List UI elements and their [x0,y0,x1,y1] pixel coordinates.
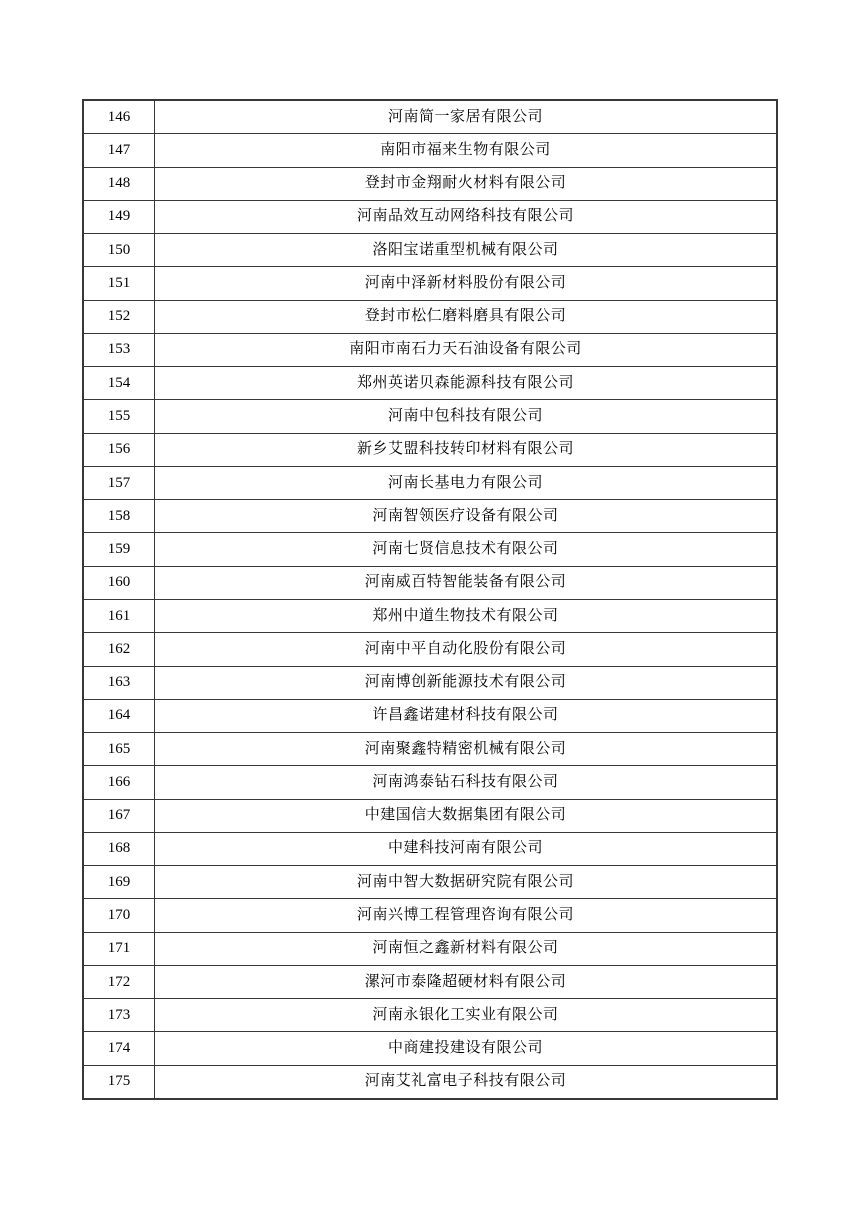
table-row [84,765,776,798]
table-row [84,599,776,632]
row-number-cell: 155 [84,400,155,432]
company-name-cell: 南阳市福来生物有限公司 [380,141,551,158]
table-row [84,832,776,865]
row-number-cell: 167 [84,800,155,832]
company-name-cell: 郑州中道生物技术有限公司 [372,607,559,624]
table-row [84,1065,776,1098]
row-number-cell: 150 [84,234,155,266]
company-name-cell: 河南恒之鑫新材料有限公司 [372,940,559,957]
row-number-cell: 160 [84,567,155,599]
table-row [84,666,776,699]
company-name-cell: 河南智领医疗设备有限公司 [372,507,559,524]
company-name-cell: 河南中平自动化股份有限公司 [364,640,567,657]
row-number-cell: 173 [84,999,155,1031]
table-row [84,532,776,565]
company-name-cell: 中建国信大数据集团有限公司 [364,807,567,824]
table-row [84,898,776,931]
company-name-cell: 河南威百特智能装备有限公司 [364,574,567,591]
table-row [84,799,776,832]
row-number-cell: 149 [84,201,155,233]
row-number-cell: 161 [84,600,155,632]
table-row [84,732,776,765]
row-number-cell: 151 [84,267,155,299]
company-name-cell: 新乡艾盟科技转印材料有限公司 [356,441,574,458]
company-name-cell: 河南博创新能源技术有限公司 [364,674,567,691]
company-name-cell: 中建科技河南有限公司 [387,840,543,857]
row-number-cell: 165 [84,733,155,765]
row-number-cell: 158 [84,500,155,532]
row-number-cell: 152 [84,301,155,333]
row-number-cell: 168 [84,833,155,865]
row-number-cell: 157 [84,467,155,499]
company-name-cell: 郑州英诺贝森能源科技有限公司 [356,374,574,391]
table-row [84,632,776,665]
table-row [84,233,776,266]
table-row [84,333,776,366]
row-number-cell: 164 [84,700,155,732]
table-row [84,133,776,166]
row-number-cell: 147 [84,134,155,166]
company-name-cell: 河南永银化工实业有限公司 [372,1006,559,1023]
table-row [84,433,776,466]
table-row [84,266,776,299]
row-number-cell: 169 [84,866,155,898]
row-number-cell: 148 [84,168,155,200]
table-row [84,699,776,732]
table-row [84,932,776,965]
row-number-cell: 146 [84,101,155,133]
company-name-cell: 洛阳宝诺重型机械有限公司 [372,241,559,258]
table-row [84,399,776,432]
row-number-cell: 156 [84,434,155,466]
company-name-cell: 河南兴博工程管理咨询有限公司 [356,907,574,923]
company-name-cell: 南阳市南石力天石油设备有限公司 [349,341,582,358]
row-number-cell: 171 [84,933,155,965]
row-number-cell: 162 [84,633,155,665]
table-row [84,965,776,998]
company-name-cell: 中商建投建设有限公司 [387,1040,543,1057]
table-row [84,499,776,532]
company-name-cell: 河南鸿泰钻石科技有限公司 [372,773,559,790]
table-row [84,566,776,599]
table-row [84,200,776,233]
table-row [84,466,776,499]
row-number-cell: 166 [84,766,155,798]
table-row [84,865,776,898]
company-name-cell: 河南中包科技有限公司 [387,408,543,425]
company-name-cell: 许昌鑫诺建材科技有限公司 [372,707,559,724]
company-name-cell: 河南中智大数据研究院有限公司 [356,873,574,890]
row-number-cell: 174 [84,1032,155,1064]
company-name-cell: 河南艾礼富电子科技有限公司 [364,1073,567,1090]
company-name-cell: 漯河市泰隆超硬材料有限公司 [364,973,567,990]
row-number-cell: 154 [84,367,155,399]
company-name-cell: 河南长基电力有限公司 [387,474,543,491]
table-row [84,300,776,333]
table-row [84,1031,776,1064]
company-name-cell: 河南聚鑫特精密机械有限公司 [364,740,567,757]
company-name-cell: 河南简一家居有限公司 [387,108,543,125]
row-number-cell: 175 [84,1066,155,1098]
company-name-cell: 登封市金翔耐火材料有限公司 [364,175,567,192]
row-number-cell: 159 [84,533,155,565]
table-row [84,998,776,1031]
row-number-cell: 170 [84,899,155,931]
row-number-cell: 172 [84,966,155,998]
table-row [84,167,776,200]
row-number-cell: 163 [84,667,155,699]
table-row [84,366,776,399]
company-name-cell: 河南中泽新材料股份有限公司 [364,274,567,291]
company-name-cell: 登封市松仁磨料磨具有限公司 [364,308,567,325]
company-name-cell: 河南品效互动网络科技有限公司 [356,208,574,225]
company-name-cell: 河南七贤信息技术有限公司 [372,541,559,558]
row-number-cell: 153 [84,334,155,366]
table-row [84,101,776,133]
company-table [82,99,778,1100]
